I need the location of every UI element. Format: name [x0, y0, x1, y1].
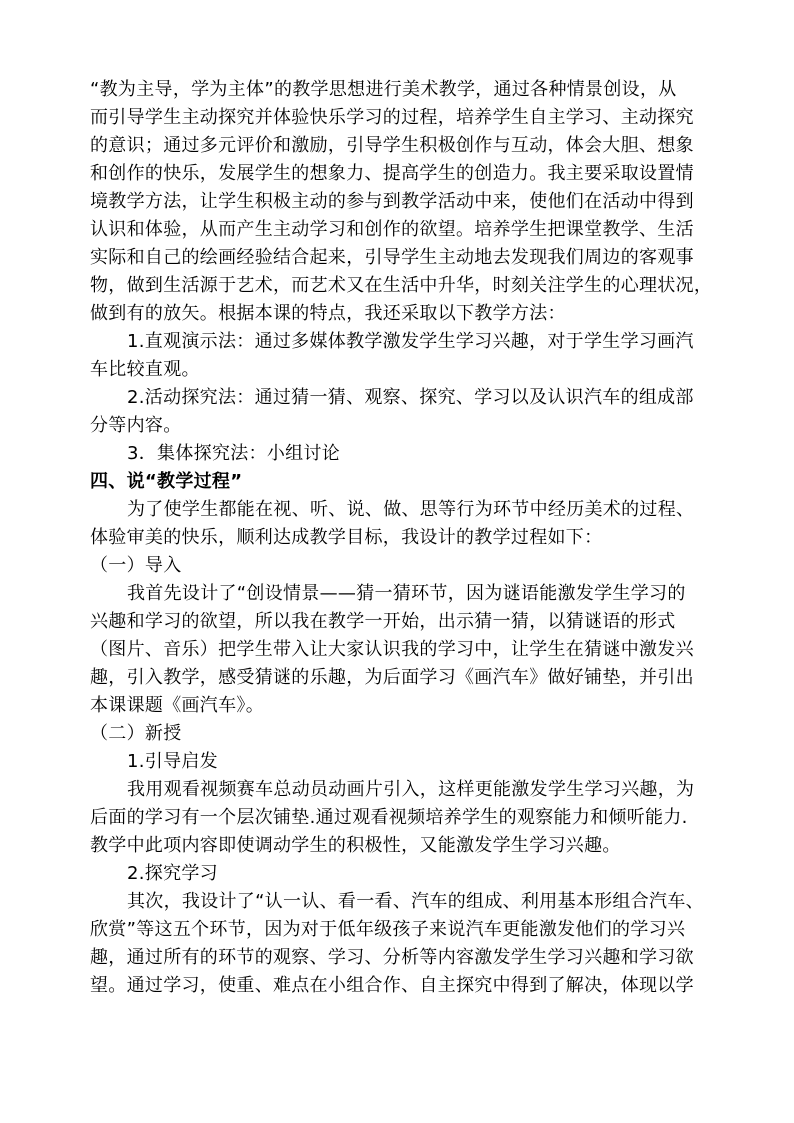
text-line: （图片、音乐）把学生带入让大家认识我的学习中，让学生在猜谜中激发兴 [90, 639, 694, 660]
text-line: 境教学方法，让学生积极主动的参与到教学活动中来，使他们在活动中得到 [90, 191, 694, 212]
text-line: “教为主导，学为主体”的教学思想进行美术教学，通过各种情景创设，从 [90, 79, 677, 100]
text-line: 体验审美的快乐，顺利达成教学目标，我设计的教学过程如下： [90, 527, 603, 548]
text-line: 1.引导启发 [127, 751, 218, 772]
text-line: 物，做到生活源于艺术，而艺术又在生活中升华，时刻关注学生的心理状况， [90, 275, 713, 296]
text-line: 2.活动探究法：通过猜一猜、观察、探究、学习以及认识汽车的组成部 [127, 387, 694, 408]
text-line: 分等内容。 [90, 415, 182, 436]
text-line: 本课课题《画汽车》。 [90, 695, 264, 716]
text-line: 实际和自己的绘画经验结合起来，引导学生主动地去发现我们周边的客观事 [90, 247, 694, 268]
text-line: 我用观看视频赛车总动员动画片引入，这样更能激发学生学习兴趣，为 [127, 779, 695, 800]
text-line: （二）新授 [90, 723, 182, 744]
section-heading: 四、说“教学过程” [90, 471, 243, 492]
text-line: 趣，引入教学，感受猜谜的乐趣，为后面学习《画汽车》做好铺垫，并引出 [90, 667, 694, 688]
text-line: 教学中此项内容即使调动学生的积极性，又能激发学生学习兴趣。 [90, 835, 621, 856]
text-line: 3．集体探究法：小组讨论 [127, 443, 341, 464]
text-line: 后面的学习有一个层次铺垫.通过观看视频培养学生的观察能力和倾听能力. [90, 807, 688, 828]
text-line: 欣赏”等这五个环节，因为对于低年级孩子来说汽车更能激发他们的学习兴 [90, 919, 686, 940]
text-line: （一）导入 [90, 555, 182, 576]
text-line: 我首先设计了“创设情景——猜一猜环节，因为谜语能激发学生学习的 [127, 583, 686, 604]
text-line: 望。通过学习，使重、难点在小组合作、自主探究中得到了解决，体现以学 [90, 975, 694, 996]
text-line: 和创作的快乐，发展学生的想象力、提高学生的创造力。我主要采取设置情 [90, 163, 694, 184]
text-line: 的意识；通过多元评价和激励，引导学生积极创作与互动，体会大胆、想象 [90, 135, 694, 156]
text-line: 1.直观演示法：通过多媒体教学激发学生学习兴趣，对于学生学习画汽 [127, 331, 694, 352]
text-line: 趣，通过所有的环节的观察、学习、分析等内容激发学生学习兴趣和学习欲 [90, 947, 694, 968]
text-line: 而引导学生主动探究并体验快乐学习的过程，培养学生自主学习、主动探究 [90, 107, 694, 128]
text-line: 2.探究学习 [127, 863, 218, 884]
text-line: 其次，我设计了“认一认、看一看、汽车的组成、利用基本形组合汽车、 [127, 891, 704, 912]
text-line: 车比较直观。 [90, 359, 200, 380]
text-line: 兴趣和学习的欲望，所以我在教学一开始，出示猜一猜，以猜谜语的形式 [90, 611, 676, 632]
text-line: 做到有的放矢。根据本课的特点，我还采取以下教学方法： [90, 303, 566, 324]
text-line: 认识和体验，从而产生主动学习和创作的欲望。培养学生把课堂教学、生活 [90, 219, 694, 240]
text-line: 为了使学生都能在视、听、说、做、思等行为环节中经历美术的过程、 [127, 499, 695, 520]
document-page [90, 76, 713, 1000]
